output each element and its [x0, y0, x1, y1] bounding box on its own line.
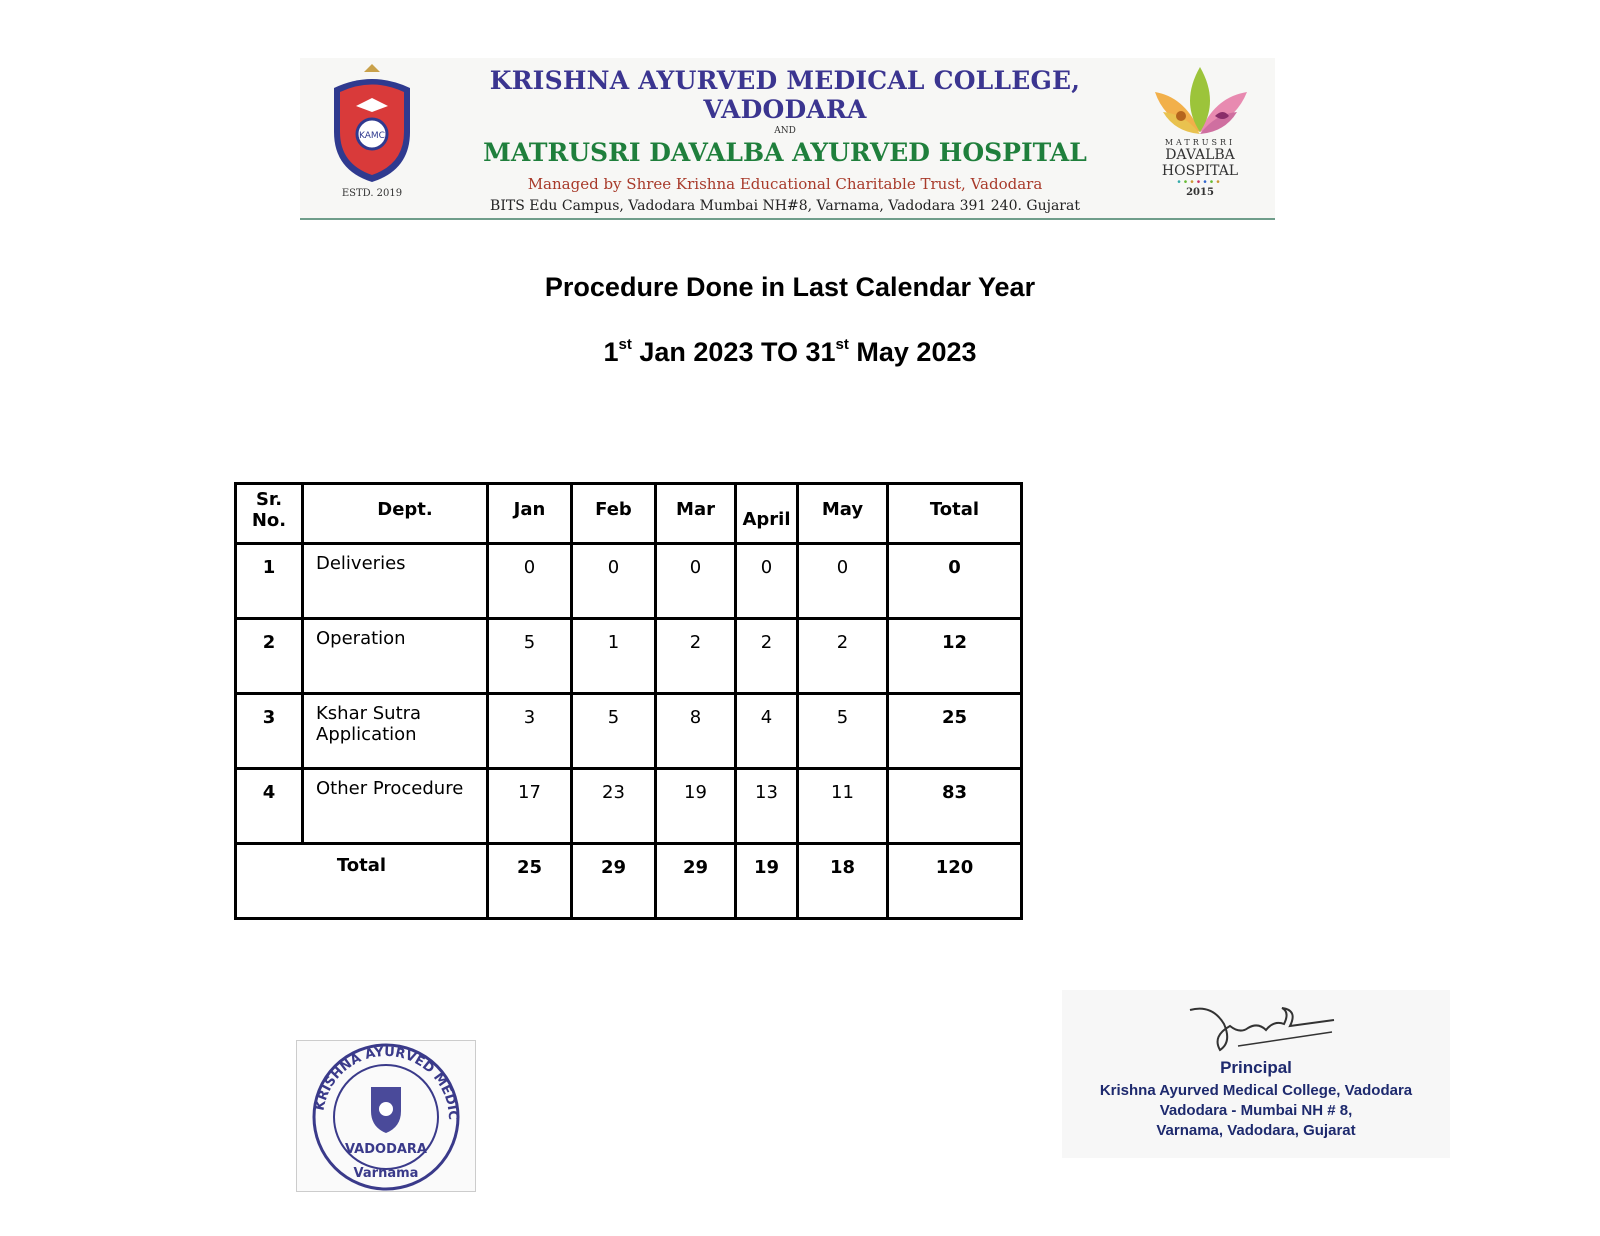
handwritten-signature: [1062, 990, 1450, 1060]
header-feb: Feb: [572, 484, 656, 544]
cell-feb: 5: [572, 694, 656, 769]
total-mar: 29: [656, 844, 736, 919]
hospital-name: MATRUSRI DAVALBA AYURVED HOSPITAL: [483, 138, 1087, 167]
cell-april: 2: [736, 619, 798, 694]
procedures-table: [234, 482, 1023, 920]
logo-name: DAVALBA HOSPITAL: [1161, 147, 1239, 179]
table-row: [236, 769, 1022, 844]
signature-line-3: Varnama, Vadodara, Gujarat: [1156, 1122, 1356, 1139]
cell-may: 11: [798, 769, 888, 844]
cell-may: 2: [798, 619, 888, 694]
header-dept: Dept.: [303, 484, 488, 544]
college-crest-logo: [322, 60, 422, 200]
header-jan: Jan: [488, 484, 572, 544]
cell-mar: 0: [656, 544, 736, 619]
cell-may: 5: [798, 694, 888, 769]
cell-april: 0: [736, 544, 798, 619]
letterhead-text: [440, 66, 1130, 214]
principal-signature-stamp: [1062, 990, 1450, 1158]
cell-total: 12: [888, 619, 1022, 694]
cell-dept: Operation: [303, 619, 488, 694]
total-jan: 25: [488, 844, 572, 919]
cell-dept: Other Procedure: [303, 769, 488, 844]
cell-total: 0: [888, 544, 1022, 619]
total-grand: 120: [888, 844, 1022, 919]
header-april: April: [736, 484, 798, 544]
college-seal-stamp: [296, 1040, 476, 1192]
table-row: [236, 544, 1022, 619]
table-row: [236, 619, 1022, 694]
header-may: May: [798, 484, 888, 544]
svg-text:KAMC: KAMC: [359, 131, 385, 141]
logo-dots: •••••••: [1177, 177, 1223, 188]
logo-small-text: MATRUSRI: [1164, 138, 1236, 147]
total-label: Total: [236, 844, 488, 919]
total-feb: 29: [572, 844, 656, 919]
cell-sr: 2: [236, 619, 303, 694]
cell-mar: 19: [656, 769, 736, 844]
svg-text:Varnama: Varnama: [353, 1166, 419, 1181]
college-name: KRISHNA AYURVED MEDICAL COLLEGE, VADODARA: [489, 66, 1081, 124]
hospital-logo: [1130, 62, 1270, 202]
cell-jan: 0: [488, 544, 572, 619]
total-may: 18: [798, 844, 888, 919]
cell-feb: 0: [572, 544, 656, 619]
cell-mar: 8: [656, 694, 736, 769]
cell-jan: 17: [488, 769, 572, 844]
cell-may: 0: [798, 544, 888, 619]
and-label: AND: [774, 126, 796, 136]
managed-by: Managed by Shree Krishna Educational Charitable Trust, Vadodara: [527, 175, 1043, 193]
address: BITS Edu Campus, Vadodara Mumbai NH#8, Varnama, Vadodara 391 240. Gujarat: [490, 198, 1080, 214]
cell-mar: 2: [656, 619, 736, 694]
svg-text:ESTD. 2019: ESTD. 2019: [341, 188, 403, 199]
table-header-row: [236, 484, 1022, 544]
letterhead: [300, 58, 1275, 220]
cell-feb: 1: [572, 619, 656, 694]
cell-dept: Kshar Sutra Application: [303, 694, 488, 769]
cell-sr: 4: [236, 769, 303, 844]
cell-sr: 3: [236, 694, 303, 769]
header-sr-no: Sr. No.: [236, 484, 303, 544]
signature-title: Principal: [1220, 1058, 1292, 1077]
cell-total: 83: [888, 769, 1022, 844]
cell-dept: Deliveries: [303, 544, 488, 619]
header-mar: Mar: [656, 484, 736, 544]
total-april: 19: [736, 844, 798, 919]
cell-jan: 3: [488, 694, 572, 769]
signature-line-2: Vadodara - Mumbai NH # 8,: [1159, 1102, 1353, 1119]
cell-feb: 23: [572, 769, 656, 844]
page-title: Procedure Done in Last Calendar Year: [544, 272, 1036, 302]
cell-april: 4: [736, 694, 798, 769]
cell-april: 13: [736, 769, 798, 844]
cell-total: 25: [888, 694, 1022, 769]
svg-text:KRISHNA AYURVED MEDICAL COLLEG: KRISHNA AYURVED MEDIC: [312, 1044, 461, 1121]
logo-year: 2015: [1186, 187, 1214, 198]
header-total: Total: [888, 484, 1022, 544]
svg-text:VADODARA: VADODARA: [344, 1142, 428, 1157]
cell-jan: 5: [488, 619, 572, 694]
cell-sr: 1: [236, 544, 303, 619]
date-range: 1st Jan 2023 TO 31st May 2023: [603, 336, 977, 367]
table-total-row: [236, 844, 1022, 919]
lotus-icon: [1135, 62, 1265, 142]
seal-icon: [297, 1041, 475, 1191]
table-row: [236, 694, 1022, 769]
signature-line-1: Krishna Ayurved Medical College, Vadodara: [1099, 1082, 1413, 1099]
